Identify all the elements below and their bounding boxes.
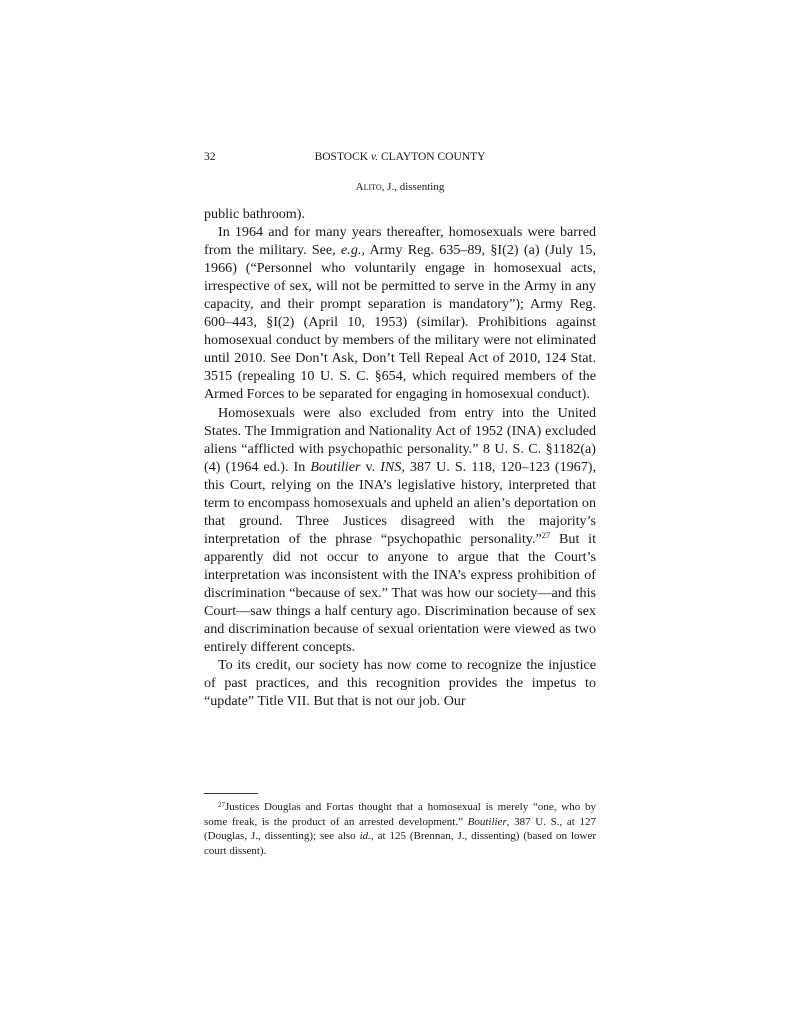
- running-head: [204, 149, 596, 165]
- p3-v: v.: [360, 458, 381, 475]
- p3-ins: INS: [380, 458, 402, 475]
- case-name-part1: BOSTOCK: [314, 151, 371, 163]
- paragraph-4: To its credit, our society has now come to recognize the injustice of past practices, and this recognition provides the impetus to “update” Title VII. But that is not our job. Our: [204, 657, 596, 710]
- footnote-divider: [204, 793, 258, 794]
- footnote-27: [204, 800, 596, 858]
- case-name-versus: v.: [370, 151, 379, 163]
- case-name-part2: CLAYTON COUNTY: [378, 151, 486, 163]
- author-suffix: , J., dissenting: [381, 181, 445, 193]
- paragraph-1: public bathroom).: [204, 206, 305, 222]
- p3-boutilier: Boutilier: [310, 458, 361, 475]
- p3-text-a: Homosexuals were also excluded from entry into the United States. The Immigration and Nationality Act of 1952 (INA) excluded aliens “afflicted with psychopathic personality.” 8 U. S. C. §1182(a)(4) (1964 ed.). In: [204, 404, 596, 475]
- opinion-author-line: [204, 179, 596, 195]
- footnote-cite-name: Boutilier: [467, 815, 507, 828]
- footnote-ref-27[interactable]: 27: [541, 529, 551, 540]
- author-name: Alito: [355, 181, 382, 193]
- footnote-number: 27: [218, 801, 225, 809]
- paragraph-3: [204, 404, 596, 657]
- p3-text-c: But it apparently did not occur to anyone to argue that the Court’s interpretation was inconsistent with the INA’s express prohibition of discrimination “because of sex.” That was how our society—and this Court—saw things a half century ago. Discrimination because of sex and discrimination because of sexual orientation were viewed as two entirely different concepts.: [204, 530, 596, 656]
- footnote-id: id.: [359, 830, 371, 842]
- p2-rest: , Army Reg. 635–89, §I(2) (a) (July 15, 1966) (“Personnel who voluntarily engage in homosexual acts, irrespective of sex, will not be permitted to serve in the Army in any capacity, and their prompt separation is mandatory”); Army Reg. 600–443, §I(2) (April 10, 1953) (similar). Prohibitions against homosexual conduct by members of the military were not eliminated until 2010. See Don’t Ask, Don’t Tell Repeal Act of 2010, 124 Stat. 3515 (repealing 10 U. S. C. §654, which required members of the Armed Forces to be separated for engaging in homosexual conduct).: [204, 242, 596, 403]
- case-title: [204, 149, 596, 165]
- footnote-text-b: , 387 U. S., at 127 (Douglas, J., dissenting); see also: [204, 815, 596, 842]
- p2-eg: e.g.: [341, 242, 362, 259]
- page-number: 32: [204, 151, 216, 163]
- opinion-body: [204, 205, 596, 710]
- paragraph-2: [204, 223, 596, 403]
- footnote-text-c: , at 125 (Brennan, J., dissenting) (based on lower court dissent).: [204, 830, 596, 857]
- footnote-text-a: Justices Douglas and Fortas thought that a homosexual is merely “one, who by some freak, is the product of an arrested development.”: [204, 801, 596, 828]
- p3-text-b: , 387 U. S. 118, 120–123 (1967), this Court, relying on the INA’s legislative history, interpreted that term to encompass homosexuals and upheld an alien’s deportation on that ground. Three Justices disagreed with the majority’s interpretation of the phrase “psychopathic personality.”: [204, 458, 596, 547]
- p2-text: In 1964 and for many years thereafter, homosexuals were barred from the military. See,: [204, 224, 596, 259]
